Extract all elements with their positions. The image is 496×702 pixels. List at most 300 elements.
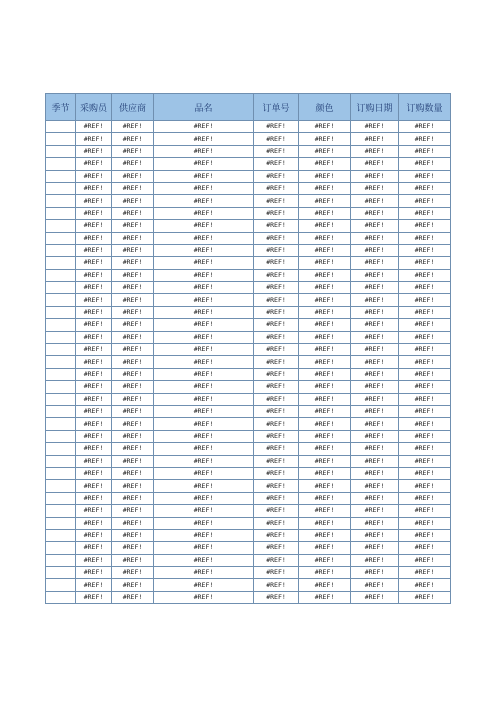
cell-order-number[interactable]: #REF! [254,121,299,133]
cell-supplier[interactable]: #REF! [112,405,154,417]
cell-supplier[interactable]: #REF! [112,443,154,455]
cell-order-quantity[interactable]: #REF! [399,591,451,603]
cell-color[interactable]: #REF! [299,331,351,343]
cell-order-quantity[interactable]: #REF! [399,257,451,269]
cell-season[interactable] [46,467,76,479]
cell-order-number[interactable]: #REF! [254,517,299,529]
cell-order-number[interactable]: #REF! [254,207,299,219]
cell-season[interactable] [46,133,76,145]
cell-order-quantity[interactable]: #REF! [399,492,451,504]
cell-order-number[interactable]: #REF! [254,257,299,269]
cell-supplier[interactable]: #REF! [112,517,154,529]
cell-product-name[interactable]: #REF! [154,542,254,554]
cell-supplier[interactable]: #REF! [112,368,154,380]
cell-season[interactable] [46,368,76,380]
cell-product-name[interactable]: #REF! [154,244,254,256]
cell-color[interactable]: #REF! [299,368,351,380]
cell-buyer[interactable]: #REF! [76,529,112,541]
cell-order-date[interactable]: #REF! [351,232,399,244]
cell-color[interactable]: #REF! [299,418,351,430]
cell-color[interactable]: #REF! [299,505,351,517]
cell-buyer[interactable]: #REF! [76,306,112,318]
cell-buyer[interactable]: #REF! [76,294,112,306]
cell-supplier[interactable]: #REF! [112,381,154,393]
cell-order-quantity[interactable]: #REF! [399,381,451,393]
cell-order-number[interactable]: #REF! [254,170,299,182]
cell-color[interactable]: #REF! [299,381,351,393]
cell-buyer[interactable]: #REF! [76,542,112,554]
cell-order-date[interactable]: #REF! [351,121,399,133]
cell-color[interactable]: #REF! [299,467,351,479]
cell-color[interactable]: #REF! [299,232,351,244]
cell-color[interactable]: #REF! [299,158,351,170]
cell-supplier[interactable]: #REF! [112,554,154,566]
cell-order-date[interactable]: #REF! [351,282,399,294]
cell-supplier[interactable]: #REF! [112,282,154,294]
cell-buyer[interactable]: #REF! [76,220,112,232]
cell-order-quantity[interactable]: #REF! [399,158,451,170]
cell-color[interactable]: #REF! [299,430,351,442]
col-header-color[interactable]: 颜色 [299,94,351,121]
cell-order-quantity[interactable]: #REF! [399,195,451,207]
cell-order-quantity[interactable]: #REF! [399,244,451,256]
col-header-product-name[interactable]: 品名 [154,94,254,121]
cell-color[interactable]: #REF! [299,294,351,306]
col-header-buyer[interactable]: 采购员 [76,94,112,121]
cell-season[interactable] [46,529,76,541]
cell-order-number[interactable]: #REF! [254,567,299,579]
cell-supplier[interactable]: #REF! [112,145,154,157]
cell-order-number[interactable]: #REF! [254,529,299,541]
cell-season[interactable] [46,282,76,294]
cell-order-quantity[interactable]: #REF! [399,517,451,529]
cell-buyer[interactable]: #REF! [76,492,112,504]
cell-buyer[interactable]: #REF! [76,344,112,356]
cell-season[interactable] [46,158,76,170]
cell-supplier[interactable]: #REF! [112,591,154,603]
cell-order-quantity[interactable]: #REF! [399,232,451,244]
cell-order-quantity[interactable]: #REF! [399,368,451,380]
cell-season[interactable] [46,418,76,430]
cell-season[interactable] [46,443,76,455]
cell-product-name[interactable]: #REF! [154,405,254,417]
cell-buyer[interactable]: #REF! [76,393,112,405]
cell-order-date[interactable]: #REF! [351,158,399,170]
cell-season[interactable] [46,294,76,306]
cell-supplier[interactable]: #REF! [112,158,154,170]
cell-order-quantity[interactable]: #REF! [399,455,451,467]
cell-color[interactable]: #REF! [299,393,351,405]
cell-supplier[interactable]: #REF! [112,344,154,356]
cell-order-number[interactable]: #REF! [254,579,299,591]
cell-color[interactable]: #REF! [299,480,351,492]
cell-order-date[interactable]: #REF! [351,492,399,504]
cell-order-number[interactable]: #REF! [254,158,299,170]
cell-order-date[interactable]: #REF! [351,306,399,318]
cell-color[interactable]: #REF! [299,542,351,554]
cell-season[interactable] [46,344,76,356]
cell-order-quantity[interactable]: #REF! [399,480,451,492]
cell-buyer[interactable]: #REF! [76,455,112,467]
cell-color[interactable]: #REF! [299,344,351,356]
cell-order-date[interactable]: #REF! [351,467,399,479]
cell-supplier[interactable]: #REF! [112,269,154,281]
cell-color[interactable]: #REF! [299,145,351,157]
cell-order-date[interactable]: #REF! [351,443,399,455]
cell-color[interactable]: #REF! [299,567,351,579]
cell-product-name[interactable]: #REF! [154,368,254,380]
cell-product-name[interactable]: #REF! [154,430,254,442]
cell-order-number[interactable]: #REF! [254,368,299,380]
cell-buyer[interactable]: #REF! [76,579,112,591]
cell-buyer[interactable]: #REF! [76,133,112,145]
cell-product-name[interactable]: #REF! [154,443,254,455]
cell-season[interactable] [46,356,76,368]
cell-order-number[interactable]: #REF! [254,232,299,244]
cell-product-name[interactable]: #REF! [154,158,254,170]
cell-season[interactable] [46,567,76,579]
cell-order-date[interactable]: #REF! [351,517,399,529]
cell-product-name[interactable]: #REF! [154,331,254,343]
cell-order-number[interactable]: #REF! [254,195,299,207]
cell-color[interactable]: #REF! [299,492,351,504]
cell-order-number[interactable]: #REF! [254,133,299,145]
cell-order-quantity[interactable]: #REF! [399,356,451,368]
cell-color[interactable]: #REF! [299,529,351,541]
cell-order-date[interactable]: #REF! [351,195,399,207]
cell-order-number[interactable]: #REF! [254,145,299,157]
cell-order-number[interactable]: #REF! [254,405,299,417]
cell-supplier[interactable]: #REF! [112,294,154,306]
col-header-order-quantity[interactable]: 订购数量 [399,94,451,121]
cell-order-quantity[interactable]: #REF! [399,505,451,517]
cell-order-date[interactable]: #REF! [351,170,399,182]
cell-supplier[interactable]: #REF! [112,170,154,182]
cell-order-date[interactable]: #REF! [351,356,399,368]
cell-supplier[interactable]: #REF! [112,207,154,219]
cell-order-number[interactable]: #REF! [254,430,299,442]
cell-order-quantity[interactable]: #REF! [399,121,451,133]
cell-order-date[interactable]: #REF! [351,182,399,194]
cell-product-name[interactable]: #REF! [154,145,254,157]
cell-supplier[interactable]: #REF! [112,121,154,133]
cell-buyer[interactable]: #REF! [76,591,112,603]
cell-season[interactable] [46,269,76,281]
cell-order-date[interactable]: #REF! [351,368,399,380]
cell-season[interactable] [46,381,76,393]
cell-buyer[interactable]: #REF! [76,121,112,133]
cell-order-number[interactable]: #REF! [254,554,299,566]
cell-supplier[interactable]: #REF! [112,455,154,467]
cell-order-quantity[interactable]: #REF! [399,282,451,294]
cell-order-date[interactable]: #REF! [351,455,399,467]
cell-product-name[interactable]: #REF! [154,579,254,591]
cell-product-name[interactable]: #REF! [154,591,254,603]
cell-supplier[interactable]: #REF! [112,393,154,405]
cell-buyer[interactable]: #REF! [76,145,112,157]
cell-season[interactable] [46,257,76,269]
cell-season[interactable] [46,232,76,244]
cell-order-quantity[interactable]: #REF! [399,306,451,318]
cell-product-name[interactable]: #REF! [154,306,254,318]
cell-order-quantity[interactable]: #REF! [399,145,451,157]
cell-season[interactable] [46,393,76,405]
cell-product-name[interactable]: #REF! [154,381,254,393]
cell-supplier[interactable]: #REF! [112,467,154,479]
cell-order-date[interactable]: #REF! [351,331,399,343]
cell-color[interactable]: #REF! [299,133,351,145]
cell-supplier[interactable]: #REF! [112,579,154,591]
cell-buyer[interactable]: #REF! [76,207,112,219]
cell-product-name[interactable]: #REF! [154,480,254,492]
cell-order-number[interactable]: #REF! [254,294,299,306]
cell-order-number[interactable]: #REF! [254,542,299,554]
cell-buyer[interactable]: #REF! [76,368,112,380]
cell-supplier[interactable]: #REF! [112,133,154,145]
cell-product-name[interactable]: #REF! [154,492,254,504]
cell-order-date[interactable]: #REF! [351,418,399,430]
cell-color[interactable]: #REF! [299,220,351,232]
cell-product-name[interactable]: #REF! [154,529,254,541]
cell-order-date[interactable]: #REF! [351,294,399,306]
cell-season[interactable] [46,195,76,207]
cell-order-number[interactable]: #REF! [254,443,299,455]
cell-buyer[interactable]: #REF! [76,269,112,281]
cell-order-date[interactable]: #REF! [351,344,399,356]
cell-order-number[interactable]: #REF! [254,393,299,405]
cell-order-date[interactable]: #REF! [351,145,399,157]
cell-color[interactable]: #REF! [299,443,351,455]
cell-order-date[interactable]: #REF! [351,567,399,579]
cell-buyer[interactable]: #REF! [76,331,112,343]
cell-buyer[interactable]: #REF! [76,405,112,417]
cell-buyer[interactable]: #REF! [76,182,112,194]
cell-order-quantity[interactable]: #REF! [399,133,451,145]
cell-order-number[interactable]: #REF! [254,331,299,343]
cell-buyer[interactable]: #REF! [76,418,112,430]
cell-buyer[interactable]: #REF! [76,170,112,182]
cell-season[interactable] [46,207,76,219]
cell-order-quantity[interactable]: #REF! [399,331,451,343]
cell-season[interactable] [46,182,76,194]
cell-order-quantity[interactable]: #REF! [399,405,451,417]
cell-order-date[interactable]: #REF! [351,542,399,554]
cell-season[interactable] [46,170,76,182]
cell-color[interactable]: #REF! [299,182,351,194]
cell-supplier[interactable]: #REF! [112,480,154,492]
cell-season[interactable] [46,455,76,467]
cell-order-date[interactable]: #REF! [351,405,399,417]
cell-product-name[interactable]: #REF! [154,517,254,529]
cell-order-number[interactable]: #REF! [254,418,299,430]
cell-product-name[interactable]: #REF! [154,505,254,517]
cell-color[interactable]: #REF! [299,517,351,529]
cell-order-quantity[interactable]: #REF! [399,393,451,405]
cell-product-name[interactable]: #REF! [154,170,254,182]
cell-order-quantity[interactable]: #REF! [399,467,451,479]
cell-buyer[interactable]: #REF! [76,244,112,256]
cell-order-date[interactable]: #REF! [351,554,399,566]
cell-season[interactable] [46,591,76,603]
cell-order-number[interactable]: #REF! [254,269,299,281]
cell-season[interactable] [46,492,76,504]
cell-product-name[interactable]: #REF! [154,220,254,232]
cell-buyer[interactable]: #REF! [76,467,112,479]
cell-season[interactable] [46,306,76,318]
col-header-season[interactable]: 季节 [46,94,76,121]
cell-order-quantity[interactable]: #REF! [399,529,451,541]
cell-color[interactable]: #REF! [299,554,351,566]
col-header-supplier[interactable]: 供应商 [112,94,154,121]
cell-product-name[interactable]: #REF! [154,121,254,133]
cell-order-date[interactable]: #REF! [351,319,399,331]
cell-product-name[interactable]: #REF! [154,282,254,294]
cell-color[interactable]: #REF! [299,405,351,417]
cell-product-name[interactable]: #REF! [154,195,254,207]
cell-order-date[interactable]: #REF! [351,591,399,603]
cell-order-number[interactable]: #REF! [254,182,299,194]
cell-season[interactable] [46,430,76,442]
cell-color[interactable]: #REF! [299,269,351,281]
cell-product-name[interactable]: #REF! [154,467,254,479]
cell-supplier[interactable]: #REF! [112,257,154,269]
cell-season[interactable] [46,244,76,256]
cell-order-number[interactable]: #REF! [254,220,299,232]
cell-product-name[interactable]: #REF! [154,182,254,194]
cell-order-date[interactable]: #REF! [351,480,399,492]
cell-season[interactable] [46,145,76,157]
cell-order-number[interactable]: #REF! [254,319,299,331]
cell-order-number[interactable]: #REF! [254,306,299,318]
cell-buyer[interactable]: #REF! [76,158,112,170]
cell-product-name[interactable]: #REF! [154,356,254,368]
cell-color[interactable]: #REF! [299,455,351,467]
cell-product-name[interactable]: #REF! [154,257,254,269]
cell-season[interactable] [46,517,76,529]
cell-supplier[interactable]: #REF! [112,244,154,256]
col-header-order-number[interactable]: 订单号 [254,94,299,121]
cell-season[interactable] [46,121,76,133]
cell-supplier[interactable]: #REF! [112,567,154,579]
cell-season[interactable] [46,579,76,591]
cell-order-date[interactable]: #REF! [351,579,399,591]
cell-order-number[interactable]: #REF! [254,381,299,393]
cell-buyer[interactable]: #REF! [76,282,112,294]
cell-season[interactable] [46,480,76,492]
cell-order-quantity[interactable]: #REF! [399,542,451,554]
cell-order-quantity[interactable]: #REF! [399,269,451,281]
cell-order-quantity[interactable]: #REF! [399,443,451,455]
cell-supplier[interactable]: #REF! [112,529,154,541]
cell-order-number[interactable]: #REF! [254,344,299,356]
cell-buyer[interactable]: #REF! [76,443,112,455]
cell-supplier[interactable]: #REF! [112,418,154,430]
cell-supplier[interactable]: #REF! [112,232,154,244]
cell-supplier[interactable]: #REF! [112,182,154,194]
cell-order-quantity[interactable]: #REF! [399,319,451,331]
cell-season[interactable] [46,319,76,331]
cell-color[interactable]: #REF! [299,579,351,591]
cell-order-quantity[interactable]: #REF! [399,554,451,566]
cell-color[interactable]: #REF! [299,319,351,331]
cell-color[interactable]: #REF! [299,244,351,256]
cell-season[interactable] [46,405,76,417]
cell-buyer[interactable]: #REF! [76,554,112,566]
cell-supplier[interactable]: #REF! [112,492,154,504]
cell-product-name[interactable]: #REF! [154,269,254,281]
cell-product-name[interactable]: #REF! [154,232,254,244]
cell-product-name[interactable]: #REF! [154,393,254,405]
cell-supplier[interactable]: #REF! [112,356,154,368]
cell-order-quantity[interactable]: #REF! [399,170,451,182]
cell-product-name[interactable]: #REF! [154,319,254,331]
cell-order-date[interactable]: #REF! [351,207,399,219]
cell-color[interactable]: #REF! [299,356,351,368]
cell-order-quantity[interactable]: #REF! [399,567,451,579]
cell-product-name[interactable]: #REF! [154,207,254,219]
cell-buyer[interactable]: #REF! [76,480,112,492]
cell-order-date[interactable]: #REF! [351,430,399,442]
cell-order-date[interactable]: #REF! [351,257,399,269]
cell-order-date[interactable]: #REF! [351,393,399,405]
cell-color[interactable]: #REF! [299,121,351,133]
cell-order-number[interactable]: #REF! [254,244,299,256]
cell-order-date[interactable]: #REF! [351,220,399,232]
cell-supplier[interactable]: #REF! [112,430,154,442]
cell-supplier[interactable]: #REF! [112,542,154,554]
cell-order-date[interactable]: #REF! [351,133,399,145]
cell-supplier[interactable]: #REF! [112,220,154,232]
cell-color[interactable]: #REF! [299,306,351,318]
cell-order-number[interactable]: #REF! [254,591,299,603]
cell-season[interactable] [46,505,76,517]
cell-buyer[interactable]: #REF! [76,567,112,579]
cell-order-number[interactable]: #REF! [254,356,299,368]
cell-product-name[interactable]: #REF! [154,294,254,306]
cell-product-name[interactable]: #REF! [154,418,254,430]
cell-product-name[interactable]: #REF! [154,133,254,145]
cell-order-quantity[interactable]: #REF! [399,294,451,306]
cell-order-number[interactable]: #REF! [254,282,299,294]
cell-product-name[interactable]: #REF! [154,344,254,356]
cell-order-date[interactable]: #REF! [351,505,399,517]
col-header-order-date[interactable]: 订购日期 [351,94,399,121]
cell-season[interactable] [46,331,76,343]
cell-order-date[interactable]: #REF! [351,381,399,393]
cell-product-name[interactable]: #REF! [154,567,254,579]
cell-color[interactable]: #REF! [299,257,351,269]
cell-order-date[interactable]: #REF! [351,269,399,281]
cell-order-quantity[interactable]: #REF! [399,220,451,232]
cell-buyer[interactable]: #REF! [76,430,112,442]
cell-product-name[interactable]: #REF! [154,554,254,566]
cell-color[interactable]: #REF! [299,282,351,294]
cell-order-quantity[interactable]: #REF! [399,207,451,219]
cell-color[interactable]: #REF! [299,195,351,207]
cell-order-quantity[interactable]: #REF! [399,182,451,194]
cell-color[interactable]: #REF! [299,591,351,603]
cell-buyer[interactable]: #REF! [76,356,112,368]
cell-buyer[interactable]: #REF! [76,517,112,529]
cell-supplier[interactable]: #REF! [112,331,154,343]
cell-season[interactable] [46,542,76,554]
cell-buyer[interactable]: #REF! [76,505,112,517]
cell-order-quantity[interactable]: #REF! [399,579,451,591]
cell-supplier[interactable]: #REF! [112,306,154,318]
cell-buyer[interactable]: #REF! [76,319,112,331]
cell-color[interactable]: #REF! [299,207,351,219]
cell-order-number[interactable]: #REF! [254,455,299,467]
